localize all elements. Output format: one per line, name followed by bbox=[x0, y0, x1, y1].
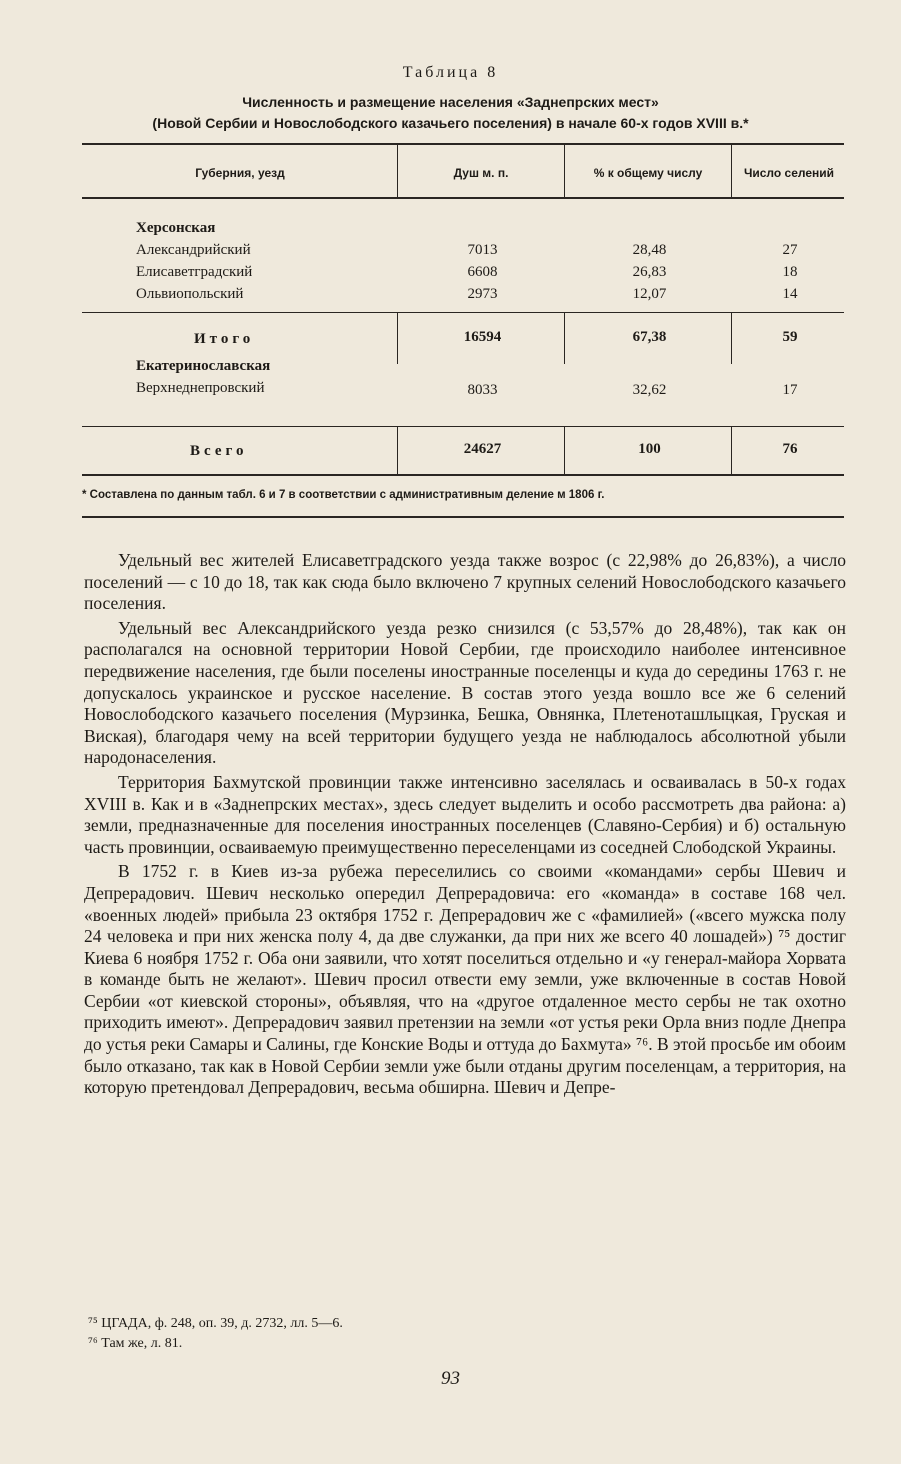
header-villages: Число селений bbox=[743, 166, 835, 180]
district-name: Елисаветградский bbox=[136, 264, 253, 280]
subtotal-label: Итого bbox=[194, 331, 255, 347]
percent-value: 32,62 bbox=[632, 382, 667, 398]
body-text bbox=[84, 550, 846, 1102]
table-bottom-rule bbox=[82, 474, 844, 476]
page-number: 93 bbox=[441, 1368, 460, 1389]
total-souls: 24627 bbox=[463, 441, 502, 457]
table-note: * Составлена по данным табл. 6 и 7 в соответствии с административным деление м 1806 г. bbox=[82, 489, 605, 501]
col-divider bbox=[564, 145, 565, 197]
total-villages: 76 bbox=[782, 441, 798, 457]
villages-value: 17 bbox=[782, 382, 798, 398]
footnotes bbox=[88, 1314, 788, 1354]
col-divider bbox=[397, 312, 398, 364]
percent-value: 28,48 bbox=[632, 242, 667, 258]
souls-value: 7013 bbox=[467, 242, 498, 258]
paragraph: Территория Бахмутской провинции также интенсивно заселялась и осваивалась в 50-х годах XVIII в. Как и в «Заднепрских местах», здесь следует выделить и особо рассмотреть два района: а) земли, предназначенные для поселения иностранных поселенцев (Славяно-Сербия) и б) остальную часть провинции, осваиваемую преимущественно переселенцами из соседней Слободской Украины. bbox=[84, 771, 846, 857]
souls-value: 8033 bbox=[467, 382, 498, 398]
note-bottom-rule bbox=[82, 516, 844, 518]
district-name: Ольвиопольский bbox=[136, 286, 244, 302]
footnote: ⁷⁵ ЦГАДА, ф. 248, оп. 39, д. 2732, лл. 5—6. bbox=[88, 1316, 343, 1331]
paragraph: Удельный вес жителей Елисаветградского уезда также возрос (с 22,98% до 26,83%), а число поселений — с 10 до 18, так как сюда было включено 7 крупных селений Новослободского казачьего поселения. bbox=[84, 550, 846, 614]
villages-value: 18 bbox=[782, 264, 798, 280]
table-subtotal-rule bbox=[82, 312, 844, 313]
header-province: Губерния, уезд bbox=[195, 166, 285, 180]
table-header-rule bbox=[82, 197, 844, 199]
province-label: Екатеринославская bbox=[136, 358, 271, 374]
col-divider bbox=[397, 426, 398, 474]
table-number: Таблица 8 bbox=[402, 64, 499, 81]
district-name: Александрийский bbox=[136, 242, 251, 258]
total-percent: 100 bbox=[638, 441, 661, 457]
paragraph: В 1752 г. в Киев из-за рубежа переселились со своими «командами» сербы Шевич и Депрерадович. Шевич несколько опередил Депрерадовича: его «команда» в составе 168 чел. «военных людей» прибыла 23 октября 1752 г. Депрерадович же с «фамилией» («всего мужска полу 24 человека и при них женска полу 4, да две служанки, да при них же всего 40 лошадей») ⁷⁵ достиг Киева 6 ноября 1752 г. Оба они заявили, что хотят поселиться отдельно и «у генерал-майора Хорвата в команде быть не желают». Шевич просил отвести ему земли, уже включенные в состав Новой Сербии «от киевской стороны», объявляя, что на «другое отдаленное место сербы не так охотно приходить имеют». Депрерадович заявил претензии на земли «от устья реки Орла вниз подле Днепра до устья реки Самары и Салины, где Конские Воды и оттуда до Бахмута» ⁷⁶. В этой просьбе им обоим было отказано, так как в Новой Сербии земли уже были отданы другим поселенцам, а территория, на которую претендовал Депрерадович, весьма обширна. Шевич и Депре- bbox=[84, 861, 846, 1098]
subtotal-percent: 67,38 bbox=[632, 329, 667, 345]
table-title-line2: (Новой Сербии и Новослободского казачьего поселения) в начале 60-х годов XVIII в.* bbox=[152, 115, 749, 131]
villages-value: 14 bbox=[782, 286, 798, 302]
col-divider bbox=[397, 145, 398, 197]
villages-value: 27 bbox=[782, 242, 798, 258]
total-label: Всего bbox=[190, 443, 248, 459]
district-name: Верхнеднепровский bbox=[136, 380, 265, 396]
footnote: ⁷⁶ Там же, л. 81. bbox=[88, 1336, 183, 1351]
header-percent: % к общему числу bbox=[593, 166, 703, 180]
header-souls: Душ м. п. bbox=[453, 166, 509, 180]
subtotal-villages: 59 bbox=[782, 329, 798, 345]
province-label: Херсонская bbox=[136, 220, 216, 236]
table-title-line1: Численность и размещение населения «Заднепрских мест» bbox=[242, 94, 659, 110]
paragraph: Удельный вес Александрийского уезда резко снизился (с 53,57% до 28,48%), так как он располагался на основной территории Новой Сербии, где происходило наиболее интенсивное передвижение населения, где были поселены иностранные поселенцы и куда до середины 1763 г. не допускалось украинское и русское население. В состав этого уезда вошло все же 6 селений Новослободского казачьего поселения (Мурзинка, Бешка, Овнянка, Плетенoташлыцкая, Груская и Виская), благодаря чему на всей территории будущего уезда не наблюдалось абсолютной убыли народонаселения. bbox=[84, 617, 846, 768]
percent-value: 12,07 bbox=[632, 286, 667, 302]
percent-value: 26,83 bbox=[632, 264, 667, 280]
col-divider bbox=[731, 145, 732, 197]
subtotal-souls: 16594 bbox=[463, 329, 502, 345]
souls-value: 6608 bbox=[467, 264, 498, 280]
table-top-rule bbox=[82, 143, 844, 145]
souls-value: 2973 bbox=[467, 286, 498, 302]
table-total-rule bbox=[82, 426, 844, 427]
